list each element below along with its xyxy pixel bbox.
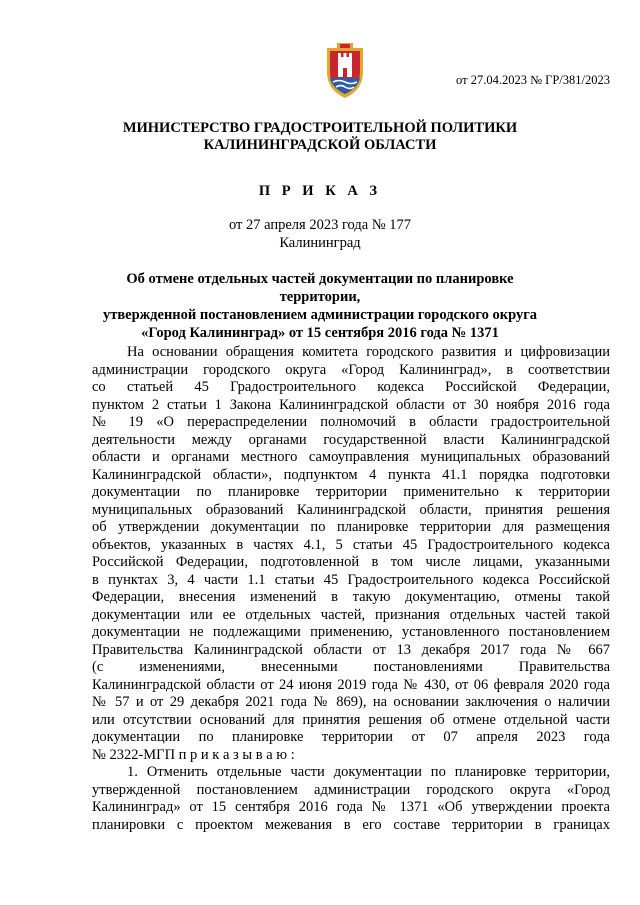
body-line: № 57 и от 29 декабря 2021 года № 869), на основании заключения о наличии [92,694,610,710]
body-line: пунктом 2 статьи 1 Закона Калининградской области от 30 ноября 2016 года [92,396,610,413]
body-line: 1. Отменить отдельные части документации по планировке территории, [127,764,610,780]
body-line: На основании обращения комитета городского развития и цифровизации [127,344,610,360]
body-line: № 19 «О перераспределении полномочий в области градостроительной [92,414,610,430]
order-body [92,344,610,834]
body-line: документации по планировке территории применительно к территории [92,484,610,500]
body-line: деятельности между органами государственной власти Калининградской [92,431,610,448]
body-line: об утверждении документации по планировке территории для размещения [92,519,610,535]
subject-line: утвержденной постановлением администрации городского округа [102,307,538,323]
body-line: документации или ее отдельных частей, признания отдельных частей такой [92,606,610,623]
body-line: со статьей 45 Градостроительного кодекса Российской Федерации, [92,379,610,395]
ministry-name [0,120,640,154]
order-date: от 27 апреля 2023 года № 177 [228,217,412,233]
body-line: Калининградской области», подпунктом 4 пункта 41.1 порядка подготовки [92,466,610,483]
body-line: документации по планировке территории от 07 апреля 2023 года [92,729,610,745]
body-line: утвержденной постановлением администрации городского округа «Город [92,781,610,798]
order-subject [92,270,548,342]
ministry-line: МИНИСТЕРСТВО ГРАДОСТРОИТЕЛЬНОЙ ПОЛИТИКИ [122,120,518,136]
registration-number: от 27.04.2023 № ГР/381/2023 [456,73,610,87]
body-line: Правительства Калининградской области от 13 декабря 2017 года № 667 [92,641,610,658]
coat-of-arms-emblem [323,42,367,100]
order-city: Калининград [279,235,361,251]
body-line: Российской Федерации, подготовленной в том числе лицами, указанными [92,554,610,570]
body-line: области и органами местного самоуправления муниципальных образований [92,449,610,465]
body-line: или отсутствии оснований для принятия решения об отмене отдельной части [92,711,610,728]
body-line: в пунктах 3, 4 части 1.1 статьи 45 Градостроительного кодекса Российской [92,571,610,588]
body-line: № 2322-МГП п р и к а з ы в а ю : [92,746,295,763]
ministry-line: КАЛИНИНГРАДСКОЙ ОБЛАСТИ [203,137,437,153]
body-line: администрации городского округа «Город Калининград», в соответствии [92,361,610,378]
body-line: Калининградской области от 24 июня 2019 года № 430, от 06 февраля 2020 года [92,676,610,693]
order-title: П Р И К А З [258,183,382,199]
order-meta [0,216,640,252]
subject-line: Об отмене отдельных частей документации по планировке территории, [126,271,514,305]
body-line: планировки с проектом межевания в его составе территории в границах [92,816,610,833]
body-line: Калининград» от 15 сентября 2016 года № 1371 «Об утверждении проекта [92,799,610,815]
subject-line: «Город Калининград» от 15 сентября 2016 года № 1371 [141,325,499,341]
body-line: документации не подлежащими применению, установленного постановлением [92,624,610,640]
body-line: (с изменениями, внесенными постановлениями Правительства [92,659,610,675]
body-line: объектов, указанных в частях 4.1, 5 статьи 45 Градостроительного кодекса [92,536,610,553]
body-line: Федерации, внесения изменений в такую документацию, отмены такой [92,589,610,605]
body-line: муниципальных образований Калининградской области, принятия решения [92,501,610,518]
